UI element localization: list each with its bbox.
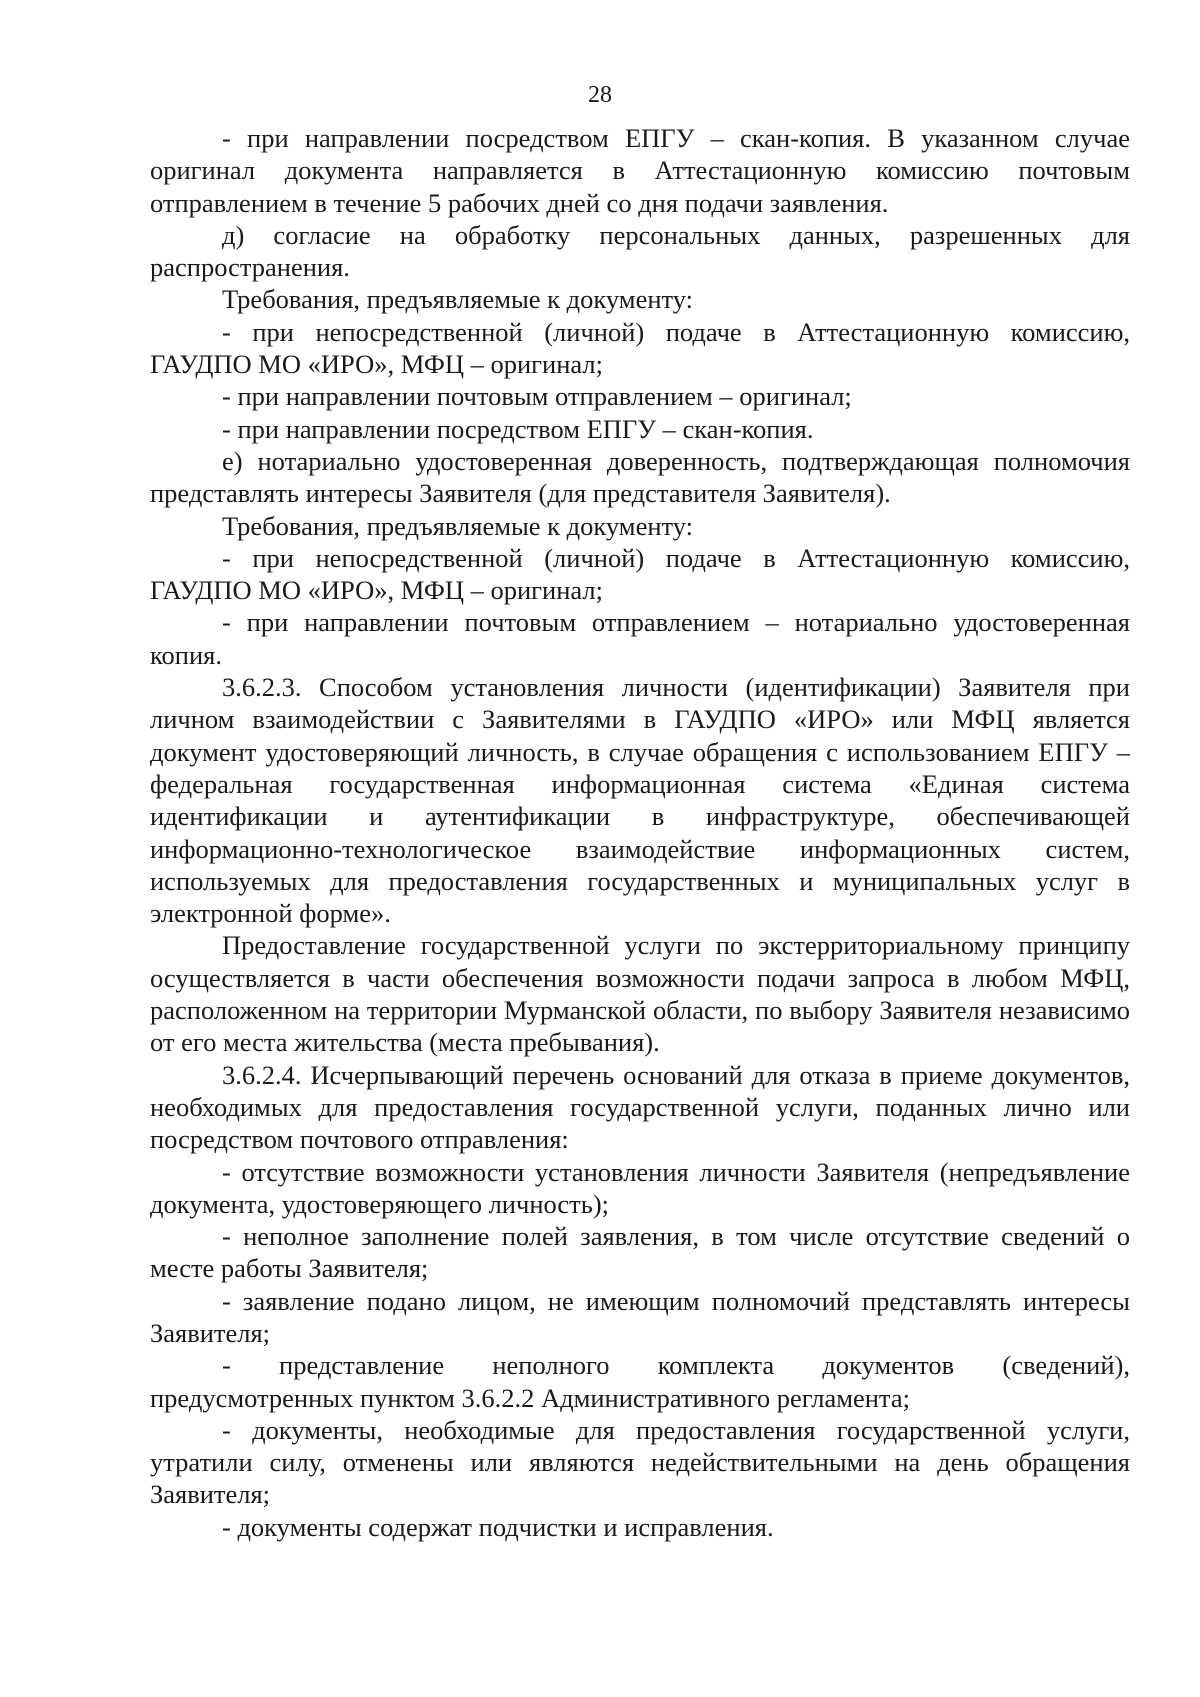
paragraph: е) нотариально удостоверенная доверенность, подтверждающая полномочия представлять интересы Заявителя (для представителя Заявителя). xyxy=(150,445,1130,509)
paragraph: - заявление подано лицом, не имеющим полномочий представлять интересы Заявителя; xyxy=(150,1285,1130,1348)
paragraph: - документы содержат подчистки и исправления. xyxy=(222,1511,774,1542)
page-number: 28 xyxy=(588,82,612,108)
paragraph: - отсутствие возможности установления личности Заявителя (непредъявление документа, удостоверяющего личность); xyxy=(150,1156,1130,1219)
paragraph: - при направлении почтовым отправлением – нотариально удостоверенная копия. xyxy=(150,607,1130,670)
paragraph: Предоставление государственной услуги по экстерриториальному принципу осуществляется в части обеспечения возможности подачи запроса в любом МФЦ, расположенном на территории Мурманской области, по выбору Заявителя независимо от его места жительства (места пребывания). xyxy=(150,930,1130,1058)
paragraph: 3.6.2.4. Исчерпывающий перечень оснований для отказа в приеме документов, необходимых для предоставления государственной услуги, поданных лично или посредством почтового отправления: xyxy=(150,1059,1130,1155)
paragraph: - при направлении посредством ЕПГУ – скан-копия. xyxy=(222,413,814,444)
paragraph: - неполное заполнение полей заявления, в том числе отсутствие сведений о месте работы Заявителя; xyxy=(150,1221,1130,1284)
paragraph: - при направлении посредством ЕПГУ – скан-копия. В указанном случае оригинал документа направляется в Аттестационную комиссию почтовым отправлением в течение 5 рабочих дней со дня подачи заявления. xyxy=(150,123,1130,218)
paragraph: - при направлении почтовым отправлением – оригинал; xyxy=(222,381,852,412)
paragraph: - документы, необходимые для предоставления государственной услуги, утратили силу, отменены или являются недействительными на день обращения Заявителя; xyxy=(150,1414,1130,1510)
paragraph: 3.6.2.3. Способом установления личности (идентификации) Заявителя при личном взаимодействии с Заявителями в ГАУДПО «ИРО» или МФЦ является документ удостоверяющий личность, в случае обращения с использованием ЕПГУ – федеральная государственная информационная система «Единая система идентификации и аутентификации в инфраструктуре, обеспечивающей информационно-технологическое взаимодействие информационных систем, используемых для предоставления государственных и муниципальных услуг в электронной форме». xyxy=(150,672,1130,929)
document-body xyxy=(150,122,1130,1543)
paragraph: - при непосредственной (личной) подаче в Аттестационную комиссию, ГАУДПО МО «ИРО», МФЦ – оригинал; xyxy=(150,316,1130,380)
paragraph: - представление неполного комплекта документов (сведений), предусмотренных пунктом 3.6.2.2 Административного регламента; xyxy=(150,1350,1130,1413)
paragraph: Требования, предъявляемые к документу: xyxy=(222,284,694,315)
paragraph: - при непосредственной (личной) подаче в Аттестационную комиссию, ГАУДПО МО «ИРО», МФЦ – оригинал; xyxy=(150,542,1130,606)
paragraph: Требования, предъявляемые к документу: xyxy=(222,510,694,541)
paragraph: д) согласие на обработку персональных данных, разрешенных для распространения. xyxy=(150,219,1130,283)
